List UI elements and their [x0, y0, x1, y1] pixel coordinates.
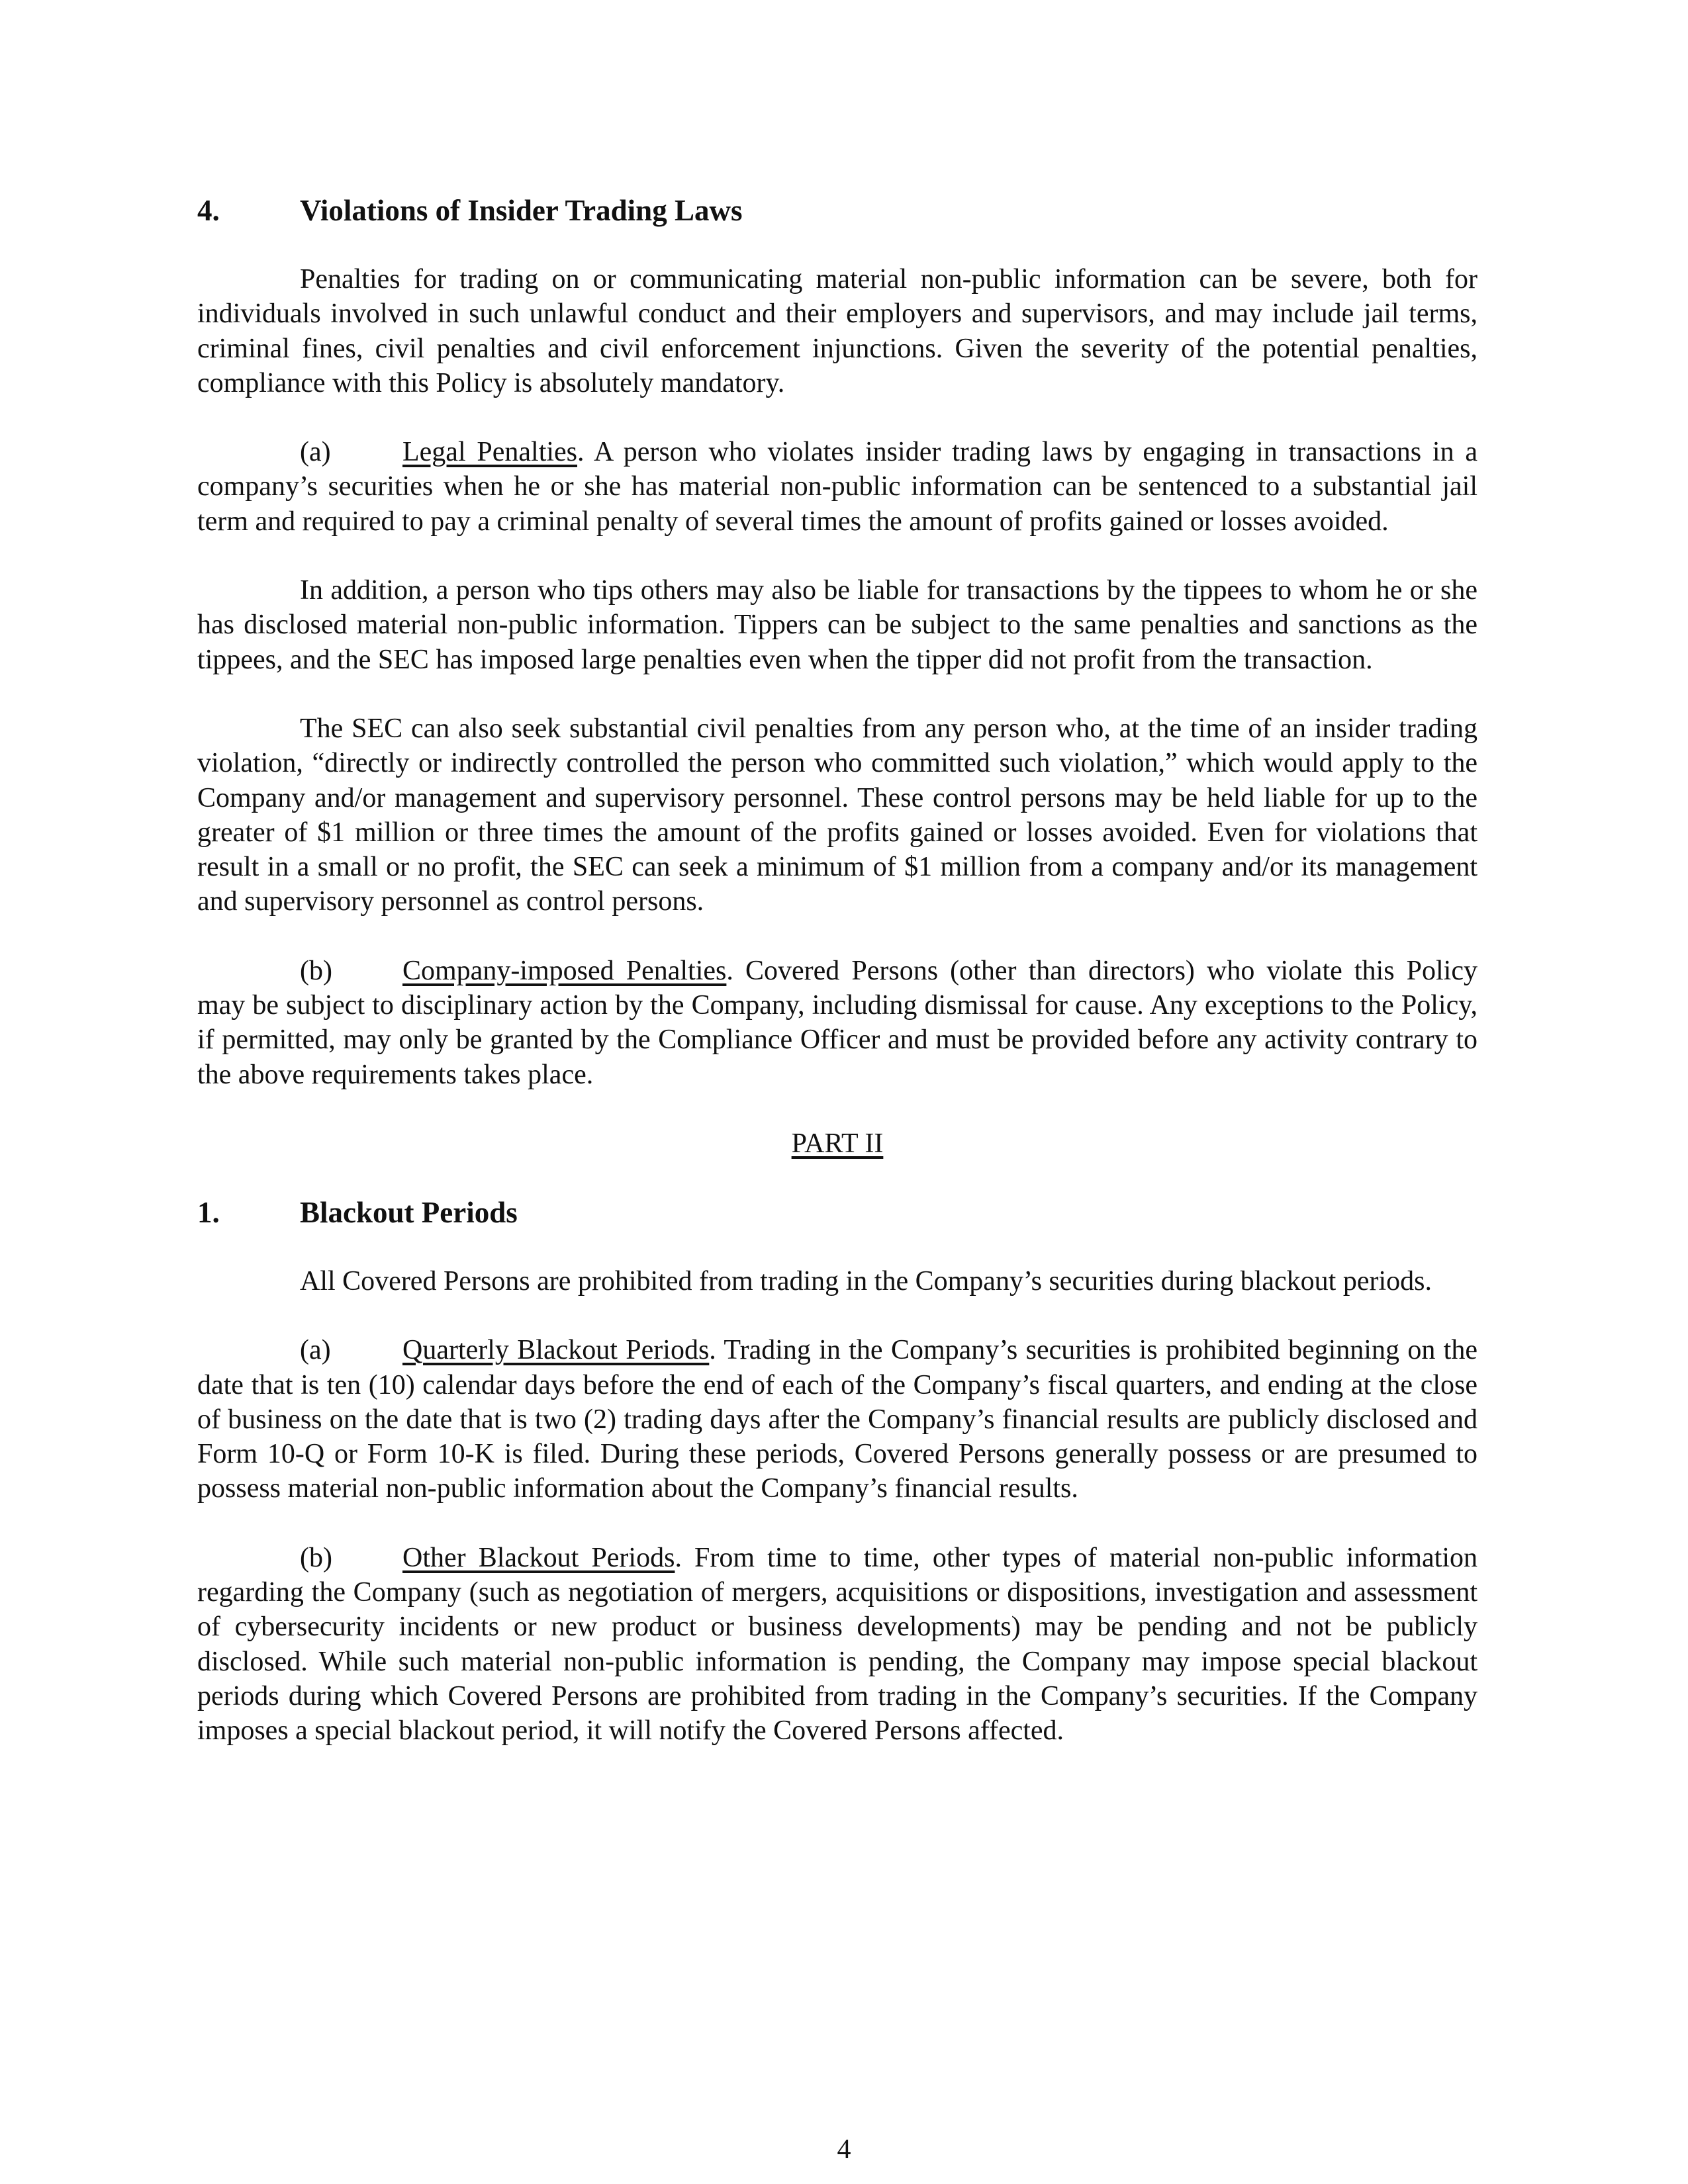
item-heading: Quarterly Blackout Periods [402, 1335, 710, 1366]
section-number: 1. [197, 1195, 220, 1229]
item-text: . Trading in the Company’s securities is prohibited beginning on the date that is ten (10) calendar days before the end of each of the Company’s fiscal quarters, and ending at the close of business on the date that is two (2) trading days after the Company’s financial results are publicly disclosed and Form 10-Q or Form 10-K is filed. During these periods, Covered Persons generally possess or are presumed to possess material non-public information about the Company’s financial results. [197, 1335, 1477, 1504]
tippees-paragraph: In addition, a person who tips others may also be liable for transactions by the tippees to whom he or she has disclosed material non-public information. Tippers can be subject to the same penalties and sanctions as the tippees, and the SEC has imposed large penalties even when the tipper did not profit from the transaction. [197, 575, 1477, 675]
legal-penalties-paragraph [197, 435, 1477, 539]
item-heading: Company-imposed Penalties [402, 955, 727, 986]
blackout-intro-paragraph: All Covered Persons are prohibited from trading in the Company’s securities during blackout periods. [300, 1265, 1432, 1297]
item-label: (a) [300, 1335, 331, 1366]
section-1-heading [197, 1195, 1477, 1230]
section-title: Violations of Insider Trading Laws [300, 194, 743, 227]
item-text: . Covered Persons (other than directors) who violate this Policy may be subject to disciplinary action by the Company, including dismissal for cause. Any exceptions to the Policy, if permitted, may only be granted by the Compliance Officer and must be provided before any activity contrary to the above requirements takes place. [197, 955, 1477, 1090]
item-text: . From time to time, other types of material non-public information regarding the Company (such as negotiation of mergers, acquisitions or dispositions, investigation and assessment of cybersecurity incidents or new product or business developments) may be pending and not be publicly disclosed. While such material non-public information is pending, the Company may impose special blackout periods during which Covered Persons are prohibited from trading in the Company’s securities. If the Company imposes a special blackout period, it will notify the Covered Persons affected. [197, 1542, 1478, 1747]
other-blackout-paragraph [197, 1541, 1477, 1749]
section-number: 4. [197, 194, 220, 227]
control-persons-paragraph: The SEC can also seek substantial civil penalties from any person who, at the time of an insider trading violation, “directly or indirectly controlled the person who committed such violation,” which would apply to the Company and/or management and supervisory personnel. These control persons may be held liable for up to the greater of $1 million or three times the amount of the profits gained or losses avoided. Even for violations that result in a small or no profit, the SEC can seek a minimum of $1 million from a company and/or its management and supervisory personnel as control persons. [197, 713, 1477, 917]
quarterly-blackout-paragraph [197, 1333, 1477, 1506]
section-4-heading [197, 193, 1477, 228]
company-penalties-paragraph [197, 954, 1477, 1092]
section-4-intro-paragraph: Penalties for trading on or communicating material non-public information can be severe, both for individuals involved in such unlawful conduct and their employers and supervisors, and may include jail terms, criminal fines, civil penalties and civil enforcement injunctions. Given the severity of the potential penalties, compliance with this Policy is absolutely mandatory. [197, 264, 1477, 398]
item-heading: Other Blackout Periods [402, 1542, 675, 1573]
item-text: . A person who violates insider trading laws by engaging in transactions in a company’s securities when he or she has material non-public information can be sentenced to a substantial jail term and required to pay a criminal penalty of several times the amount of profits gained or losses avoided. [197, 437, 1477, 537]
page-number: 4 [837, 2134, 851, 2165]
item-heading: Legal Penalties [402, 437, 578, 468]
item-label: (b) [300, 955, 332, 986]
section-title: Blackout Periods [300, 1195, 518, 1229]
item-label: (b) [300, 1542, 332, 1573]
part-title: PART II [791, 1128, 884, 1159]
item-label: (a) [300, 437, 331, 468]
